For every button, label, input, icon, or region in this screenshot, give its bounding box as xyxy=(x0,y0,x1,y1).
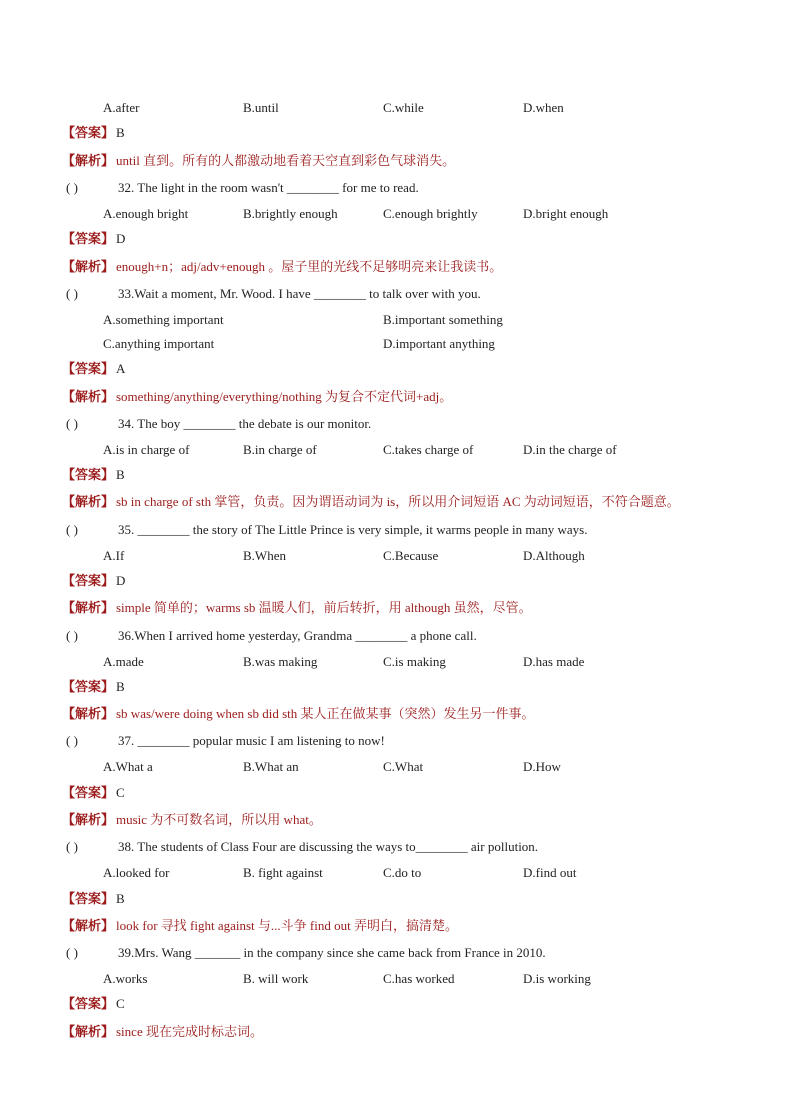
q33-option-b: B.important something xyxy=(383,312,503,327)
q35-analysis-text: simple 简单的；warms sb 温暖人们，前后转折，用 although 虽然，尽管。 xyxy=(116,600,532,615)
q32-answer xyxy=(0,228,790,250)
analysis-label: 【解析】 xyxy=(62,259,115,274)
analysis-label: 【解析】 xyxy=(62,494,115,509)
analysis-label: 【解析】 xyxy=(62,1024,115,1039)
q32-question xyxy=(0,177,790,199)
q37-answer-value: C xyxy=(116,785,125,800)
q33-option-a: A.something important xyxy=(103,312,224,327)
analysis-label: 【解析】 xyxy=(62,600,115,615)
q36-answer-value: B xyxy=(116,679,125,694)
answer-label: 【答案】 xyxy=(62,231,115,246)
q37-option-a: A.What a xyxy=(103,759,153,774)
q36-analysis-text: sb was/were doing when sb did sth 某人正在做某事（突然）发生另一件事。 xyxy=(116,706,535,721)
q34-analysis-text: sb in charge of sth 掌管，负责。因为谓语动词为 is，所以用介词短语 AC 为动词短语，不符合题意。 xyxy=(116,494,680,509)
q39-answer xyxy=(0,993,790,1015)
analysis-label: 【解析】 xyxy=(62,918,115,933)
answer-label: 【答案】 xyxy=(62,467,115,482)
q37-option-b: B.What an xyxy=(243,759,299,774)
q39-answer-value: C xyxy=(116,996,125,1011)
q32-analysis-text: enough+n；adj/adv+enough 。屋子里的光线不足够明亮来让我读书。 xyxy=(116,259,503,274)
q32-option-a: A.enough bright xyxy=(103,206,189,221)
q35-answer-value: D xyxy=(116,573,126,588)
answer-blank: ( ) xyxy=(66,945,78,960)
q36-question xyxy=(0,625,790,647)
q31-analysis xyxy=(0,150,790,172)
answer-blank: ( ) xyxy=(66,733,78,748)
q32-stem: 32. The light in the room wasn't ________ for me to read. xyxy=(118,180,419,195)
q39-analysis xyxy=(0,1021,790,1043)
q39-option-b: B. will work xyxy=(243,971,309,986)
q38-option-d: D.find out xyxy=(523,865,577,880)
q38-stem: 38. The students of Class Four are discussing the ways to________ air pollution. xyxy=(118,839,539,854)
q34-analysis xyxy=(0,491,790,513)
q39-options xyxy=(0,968,790,990)
q32-option-c: C.enough brightly xyxy=(383,206,478,221)
q38-analysis-text: look for 寻找 fight against 与...斗争 find out 弄明白，搞清楚。 xyxy=(116,918,458,933)
q37-stem: 37. ________ popular music I am listening to now! xyxy=(118,733,385,748)
q33-stem: 33.Wait a moment, Mr. Wood. I have ________ to talk over with you. xyxy=(118,286,481,301)
q38-answer xyxy=(0,888,790,910)
answer-blank: ( ) xyxy=(66,416,78,431)
q36-option-a: A.made xyxy=(103,654,144,669)
answer-blank: ( ) xyxy=(66,839,78,854)
answer-blank: ( ) xyxy=(66,628,78,643)
q38-answer-value: B xyxy=(116,891,125,906)
q37-question xyxy=(0,730,790,752)
q35-question xyxy=(0,519,790,541)
q31-option-c: C.while xyxy=(383,100,424,115)
q34-option-a: A.is in charge of xyxy=(103,442,190,457)
q35-option-d: D.Although xyxy=(523,548,585,563)
answer-label: 【答案】 xyxy=(62,573,115,588)
q34-stem: 34. The boy ________ the debate is our monitor. xyxy=(118,416,372,431)
q33-analysis xyxy=(0,386,790,408)
q31-options xyxy=(0,97,790,119)
q38-option-b: B. fight against xyxy=(243,865,323,880)
q35-option-b: B.When xyxy=(243,548,286,563)
q37-option-c: C.What xyxy=(383,759,424,774)
q36-analysis xyxy=(0,703,790,725)
q37-answer xyxy=(0,782,790,804)
q38-option-c: C.do to xyxy=(383,865,422,880)
q32-options xyxy=(0,203,790,225)
analysis-label: 【解析】 xyxy=(62,706,115,721)
q31-answer-value: B xyxy=(116,125,125,140)
q33-answer xyxy=(0,358,790,380)
analysis-label: 【解析】 xyxy=(62,389,115,404)
q32-option-b: B.brightly enough xyxy=(243,206,338,221)
q38-option-a: A.looked for xyxy=(103,865,170,880)
answer-blank: ( ) xyxy=(66,180,78,195)
q34-option-c: C.takes charge of xyxy=(383,442,474,457)
q39-option-d: D.is working xyxy=(523,971,591,986)
answer-label: 【答案】 xyxy=(62,996,115,1011)
q31-option-b: B.until xyxy=(243,100,279,115)
q36-answer xyxy=(0,676,790,698)
q31-option-a: A.after xyxy=(103,100,140,115)
answer-label: 【答案】 xyxy=(62,679,115,694)
q39-stem: 39.Mrs. Wang _______ in the company since she came back from France in 2010. xyxy=(118,945,546,960)
q37-options xyxy=(0,756,790,778)
q39-analysis-text: since 现在完成时标志词。 xyxy=(116,1024,263,1039)
q36-option-c: C.is making xyxy=(383,654,446,669)
q31-answer xyxy=(0,122,790,144)
q34-option-b: B.in charge of xyxy=(243,442,317,457)
q34-question xyxy=(0,413,790,435)
q34-options xyxy=(0,439,790,461)
q39-option-a: A.works xyxy=(103,971,148,986)
answer-label: 【答案】 xyxy=(62,125,115,140)
q35-stem: 35. ________ the story of The Little Prince is very simple, it warms people in many ways. xyxy=(118,522,588,537)
q37-analysis-text: music 为不可数名词，所以用 what。 xyxy=(116,812,322,827)
q35-option-a: A.If xyxy=(103,548,125,563)
q36-options xyxy=(0,651,790,673)
q33-answer-value: A xyxy=(116,361,126,376)
answer-label: 【答案】 xyxy=(62,891,115,906)
analysis-label: 【解析】 xyxy=(62,153,115,168)
q33-options-row2 xyxy=(0,333,790,355)
q38-options xyxy=(0,862,790,884)
q34-option-d: D.in the charge of xyxy=(523,442,617,457)
q33-option-c: C.anything important xyxy=(103,336,215,351)
analysis-label: 【解析】 xyxy=(62,812,115,827)
q34-answer xyxy=(0,464,790,486)
q35-answer xyxy=(0,570,790,592)
answer-label: 【答案】 xyxy=(62,361,115,376)
q32-analysis xyxy=(0,256,790,278)
q38-analysis xyxy=(0,915,790,937)
q34-answer-value: B xyxy=(116,467,125,482)
answer-label: 【答案】 xyxy=(62,785,115,800)
q31-option-d: D.when xyxy=(523,100,564,115)
q31-analysis-text: until 直到。所有的人都激动地看着天空直到彩色气球消失。 xyxy=(116,153,456,168)
answer-blank: ( ) xyxy=(66,522,78,537)
q35-option-c: C.Because xyxy=(383,548,439,563)
q33-question xyxy=(0,283,790,305)
q39-option-c: C.has worked xyxy=(383,971,455,986)
q33-option-d: D.important anything xyxy=(383,336,495,351)
q33-analysis-text: something/anything/everything/nothing 为复合不定代词+adj。 xyxy=(116,389,453,404)
answer-blank: ( ) xyxy=(66,286,78,301)
q36-option-d: D.has made xyxy=(523,654,585,669)
q36-stem: 36.When I arrived home yesterday, Grandma ________ a phone call. xyxy=(118,628,477,643)
q32-answer-value: D xyxy=(116,231,126,246)
q37-option-d: D.How xyxy=(523,759,561,774)
q39-question xyxy=(0,942,790,964)
q33-options-row1 xyxy=(0,309,790,331)
q38-question xyxy=(0,836,790,858)
q35-analysis xyxy=(0,597,790,619)
q36-option-b: B.was making xyxy=(243,654,318,669)
q35-options xyxy=(0,545,790,567)
q32-option-d: D.bright enough xyxy=(523,206,609,221)
q37-analysis xyxy=(0,809,790,831)
